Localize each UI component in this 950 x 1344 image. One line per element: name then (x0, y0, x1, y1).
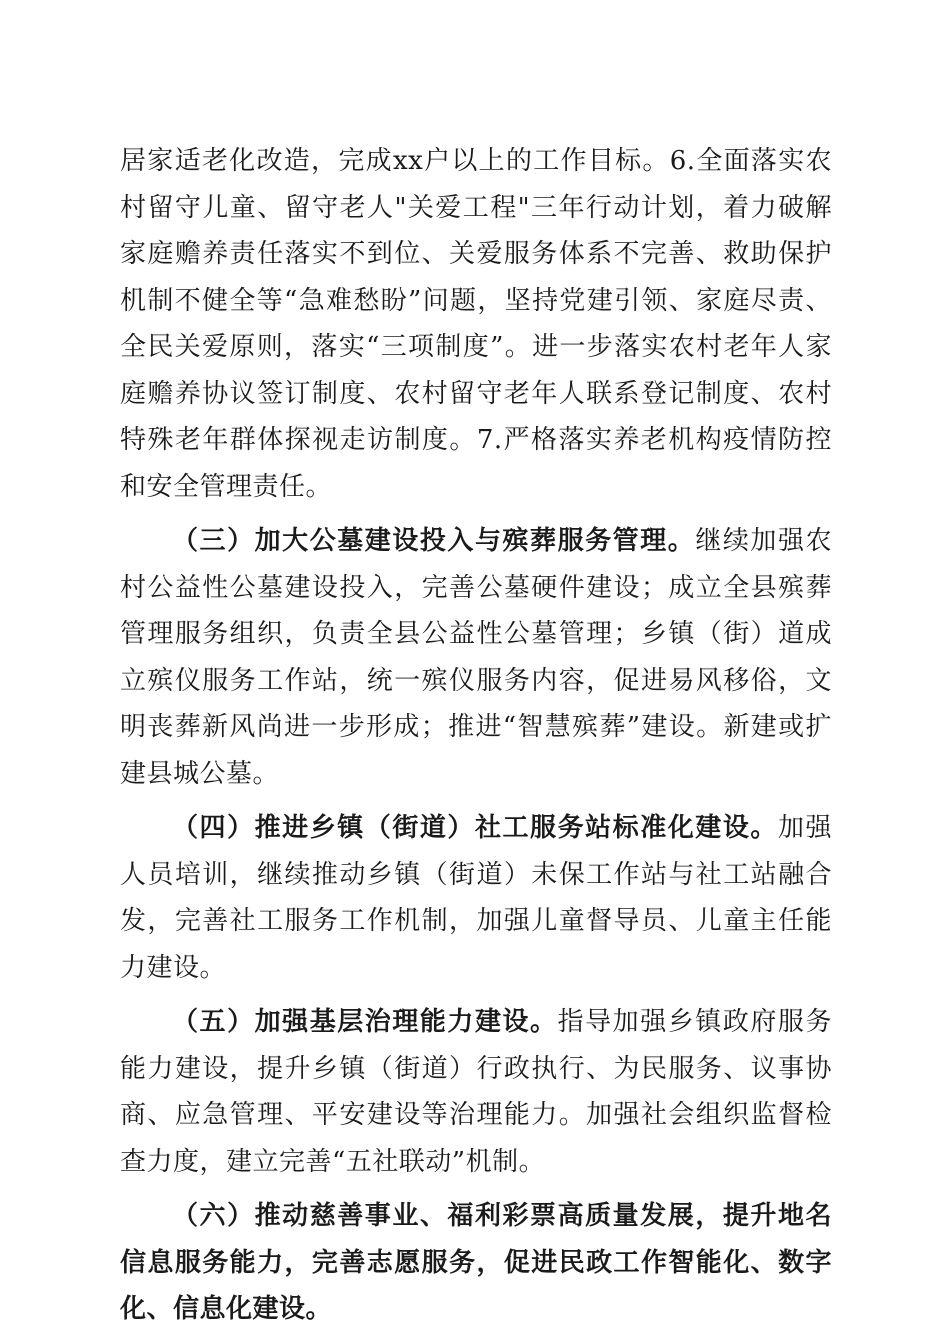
section-heading: （三）加大公墓建设投入与殡葬服务管理。 (172, 526, 696, 556)
paragraph-text: 指导加强乡镇政府服务能力建设，提升乡镇（街道）行政执行、为民服务、议事协商、应急管理、平安建设等治理能力。加强社会组织监督检查力度，建立完善“五社联动”机制。 (120, 1007, 832, 1177)
paragraph-text: 继续加强农村公益性公墓建设投入，完善公墓硬件建设；成立全县殡葬管理服务组织，负责全县公益性公墓管理；乡镇（街）道成立殡仪服务工作站，统一殡仪服务内容，促进易风移俗，文明丧葬新风尚进一步形成；推进“智慧殡葬”建设。新建或扩建县城公墓。 (120, 526, 832, 789)
section-heading: （六）推动慈善事业、福利彩票高质量发展，提升地名信息服务能力，完善志愿服务，促进民政工作智能化、数字化、信息化建设。 (120, 1201, 832, 1324)
document-body (120, 138, 832, 1341)
paragraph-section-4 (120, 805, 832, 991)
paragraph-continuation (120, 138, 832, 510)
paragraph-section-6 (120, 1193, 832, 1333)
section-heading: （五）加强基层治理能力建设。 (172, 1007, 558, 1037)
section-heading: （四）推进乡镇（街道）社工服务站标准化建设。 (172, 813, 778, 843)
paragraph-section-3 (120, 518, 832, 797)
paragraph-text: 加强人员培训，继续推动乡镇（街道）未保工作站与社工站融合发，完善社工服务工作机制，加强儿童督导员、儿童主任能力建设。 (120, 813, 832, 983)
paragraph-text: 居家适老化改造，完成xx户以上的工作目标。6.全面落实农村留守儿童、留守老人"关爱工程"三年行动计划，着力破解家庭赡养责任落实不到位、关爱服务体系不完善、救助保护机制不健全等“急难愁盼”问题，坚持党建引领、家庭尽责、全民关爱原则，落实“三项制度”。进一步落实农村老年人家庭赡养协议签订制度、农村留守老年人联系登记制度、农村特殊老年群体探视走访制度。7.严格落实养老机构疫情防控和安全管理责任。 (120, 146, 832, 502)
paragraph-section-5 (120, 999, 832, 1185)
